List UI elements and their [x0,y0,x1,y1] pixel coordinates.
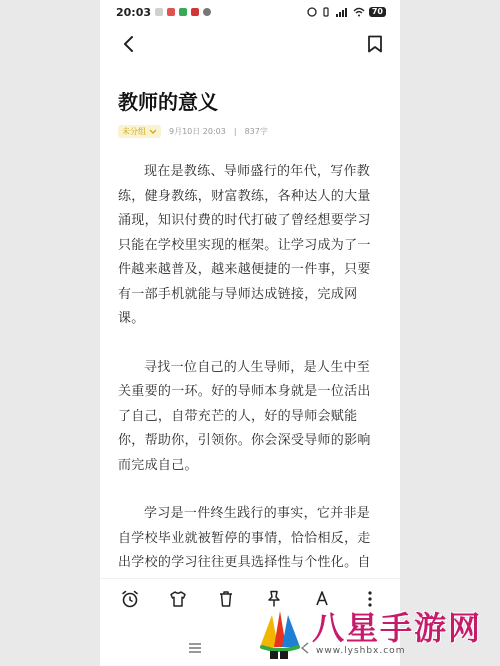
reminder-button[interactable] [119,588,141,610]
app-notification-icon [167,8,175,16]
status-right [307,7,386,17]
note-meta [118,125,400,138]
wifi-icon [353,7,365,17]
word-count: 837字 [244,127,268,136]
status-bar [100,0,400,24]
bookmark-button[interactable] [364,33,386,55]
category-label: 未分组 [122,127,146,136]
skin-button[interactable] [167,588,189,610]
delete-button[interactable] [215,588,237,610]
paragraph: 学习是一件终生践行的事实，它并非是自学校毕业就被暂停的事情，恰恰相反，走出学校的学习往往更具选择性与个性化。自 [118,506,371,570]
status-left [116,6,211,19]
watermark-title: 八星手游网 [312,609,483,647]
app-notification-icon [191,8,199,16]
watermark-logo-icon [250,603,310,663]
watermark-text [312,610,482,656]
site-watermark [250,600,500,666]
meta-separator: | [233,127,237,136]
note-date: 9月10日 20:03 [169,127,226,136]
trash-icon [216,589,236,609]
nav-menu-button[interactable] [184,637,206,659]
chevron-left-icon [122,35,136,53]
chevron-down-icon [149,129,157,134]
menu-icon [187,642,203,654]
bookmark-icon [367,35,383,53]
category-dropdown[interactable] [118,125,161,138]
status-time: 20:03 [116,5,152,19]
signal-icon [335,7,349,17]
paragraph: 现在是教练、导师盛行的年代，写作教练，健身教练，财富教练，各种达人的大量涌现，知识付费的时代打破了曾经想要学习只能在学校里实现的框架。让学习成为了一件越来越普及，越来越便捷的一件事，只要有一部手机就能与导师达成链接，完成网课。 [118,164,371,326]
paragraph: 寻找一位自己的人生导师，是人生中至关重要的一环。好的导师本身就是一位活出了自己，自带充芒的人，好的导师会赋能你，帮助你，引领你。你会深受导师的影响而完成自己。 [118,359,371,473]
watermark-url: www.lyshbx.com [316,646,406,656]
alarm-status-icon [307,7,317,17]
app-notification-icon [179,8,187,16]
top-bar [100,24,400,64]
shirt-icon [168,589,188,609]
note-body[interactable] [118,160,382,625]
back-button[interactable] [118,33,140,55]
note-title[interactable]: 教师的意义 [118,90,218,114]
app-notification-icon [155,8,163,16]
note-screen [100,0,400,666]
alarm-icon [120,589,140,609]
battery-indicator: 70 [369,7,386,17]
app-notification-icon [203,8,211,16]
vibrate-icon [321,7,331,17]
